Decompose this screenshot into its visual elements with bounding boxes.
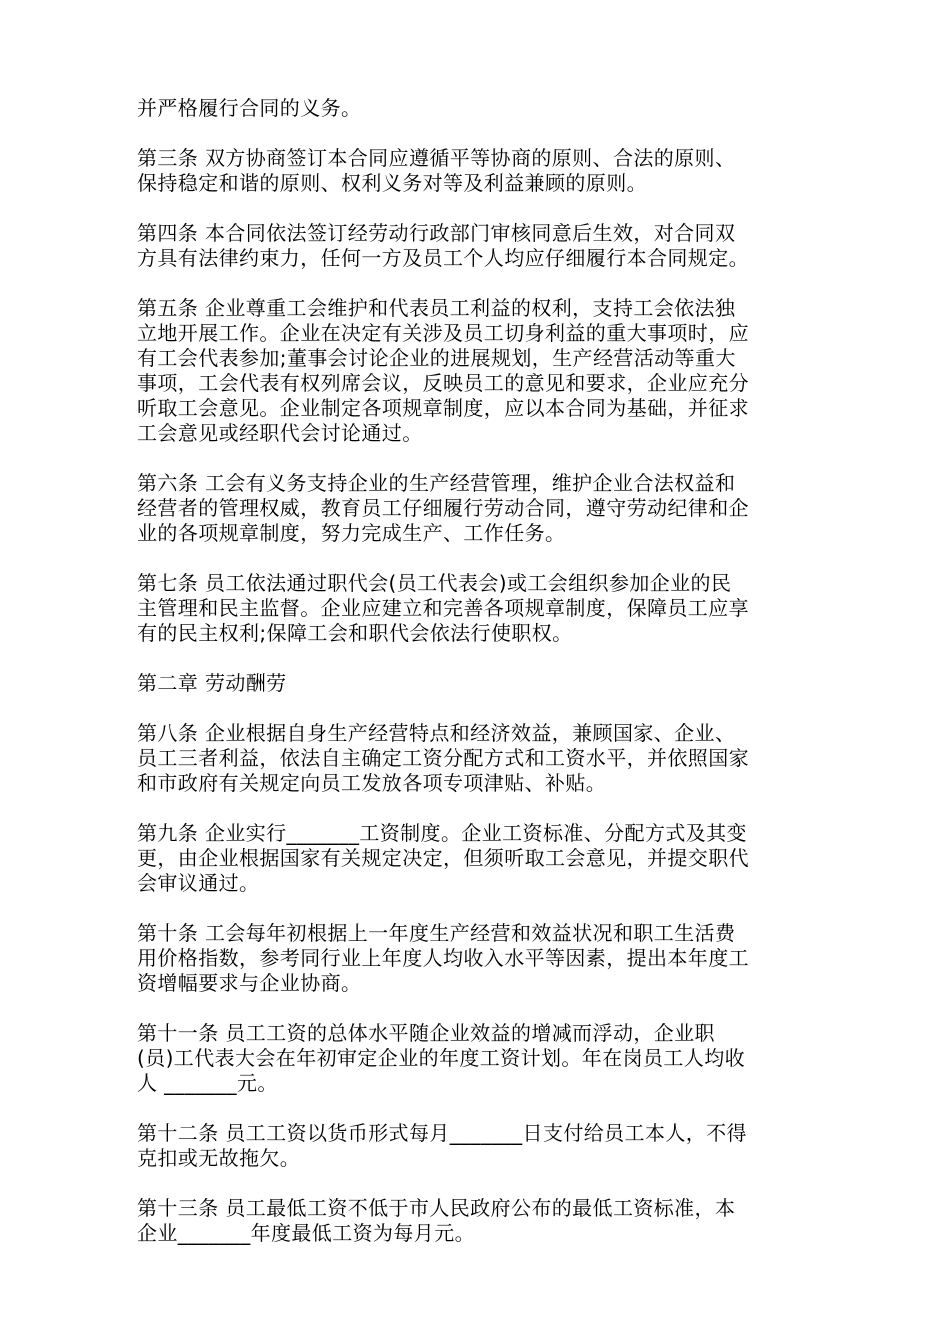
text-line: 员工三者利益，依法自主确定工资分配方式和工资水平，并依照国家 bbox=[137, 746, 749, 770]
text-line: 第五条 企业尊重工会维护和代表员工利益的权利，支持工会依法独 bbox=[137, 296, 736, 320]
article-paragraph bbox=[137, 721, 827, 796]
article-paragraph bbox=[137, 1196, 827, 1246]
article-paragraph bbox=[137, 296, 827, 446]
article-paragraph bbox=[137, 921, 827, 996]
article-paragraph bbox=[137, 821, 827, 896]
continuation-paragraph bbox=[137, 96, 827, 121]
text-line: 经营者的管理权威，教育员工仔细履行劳动合同，遵守劳动纪律和企 bbox=[137, 496, 749, 520]
text-line: 第四条 本合同依法签订经劳动行政部门审核同意后生效，对合同双 bbox=[137, 221, 736, 245]
text-line: (员)工代表大会在年初审定企业的年度工资计划。年在岗员工人均收 bbox=[137, 1046, 746, 1070]
text-line: 第十一条 员工工资的总体水平随企业效益的增减而浮动，企业职 bbox=[137, 1021, 715, 1045]
article-paragraph bbox=[137, 1021, 827, 1096]
article-paragraph bbox=[137, 571, 827, 646]
text-line: 用价格指数，参考同行业上年度人均收入水平等因素，提出本年度工 bbox=[137, 946, 749, 970]
text-line: 业的各项规章制度，努力完成生产、工作任务。 bbox=[137, 521, 566, 545]
text-line: 第七条 员工依法通过职代会(员工代表会)或工会组织参加企业的民 bbox=[137, 571, 732, 595]
text-line: 主管理和民主监督。企业应建立和完善各项规章制度，保障员工应享 bbox=[137, 596, 749, 620]
text-line: 和市政府有关规定向员工发放各项专项津贴、补贴。 bbox=[137, 771, 607, 795]
article-paragraph bbox=[137, 221, 827, 271]
text-line: 方具有法律约束力，任何一方及员工个人均应仔细履行本合同规定。 bbox=[137, 246, 749, 270]
text-line: 保持稳定和谐的原则、权利义务对等及利益兼顾的原则。 bbox=[137, 171, 647, 195]
text-line: 第九条 企业实行_______工资制度。企业工资标准、分配方式及其变 bbox=[137, 821, 747, 845]
text-line: 会审议通过。 bbox=[137, 871, 260, 895]
text-line: 人 _______元。 bbox=[137, 1071, 278, 1095]
text-line: 第十条 工会每年初根据上一年度生产经营和效益状况和职工生活费 bbox=[137, 921, 736, 945]
text-line: 第十三条 员工最低工资不低于市人民政府公布的最低工资标准，本 bbox=[137, 1196, 736, 1220]
text-line: 第十二条 员工工资以货币形式每月_______日支付给员工本人，不得 bbox=[137, 1121, 747, 1145]
text-line: 克扣或无故拖欠。 bbox=[137, 1146, 301, 1170]
text-line: 第八条 企业根据自身生产经营特点和经济效益，兼顾国家、企业、 bbox=[137, 721, 736, 745]
text-line: 听取工会意见。企业制定各项规章制度，应以本合同为基础，并征求 bbox=[137, 396, 749, 420]
text-line: 第三条 双方协商签订本合同应遵循平等协商的原则、合法的原则、 bbox=[137, 146, 736, 170]
text-line: 有的民主权利;保障工会和职代会依法行使职权。 bbox=[137, 621, 573, 645]
article-paragraph bbox=[137, 471, 827, 546]
text-line: 并严格履行合同的义务。 bbox=[137, 96, 362, 120]
document-page bbox=[137, 96, 827, 1271]
text-line: 企业_______年度最低工资为每月元。 bbox=[137, 1221, 475, 1245]
text-line: 有工会代表参加;董事会讨论企业的进展规划，生产经营活动等重大 bbox=[137, 346, 736, 370]
text-line: 第六条 工会有义务支持企业的生产经营管理，维护企业合法权益和 bbox=[137, 471, 736, 495]
document-body bbox=[137, 96, 827, 1246]
text-line: 第二章 劳动酬劳 bbox=[137, 671, 287, 695]
article-paragraph bbox=[137, 146, 827, 196]
text-line: 资增幅要求与企业协商。 bbox=[137, 971, 362, 995]
chapter-heading bbox=[137, 671, 827, 696]
text-line: 工会意见或经职代会讨论通过。 bbox=[137, 421, 423, 445]
text-line: 更，由企业根据国家有关规定决定，但须听取工会意见，并提交职代 bbox=[137, 846, 749, 870]
text-line: 立地开展工作。企业在决定有关涉及员工切身利益的重大事项时，应 bbox=[137, 321, 749, 345]
text-line: 事项，工会代表有权列席会议，反映员工的意见和要求，企业应充分 bbox=[137, 371, 749, 395]
article-paragraph bbox=[137, 1121, 827, 1171]
